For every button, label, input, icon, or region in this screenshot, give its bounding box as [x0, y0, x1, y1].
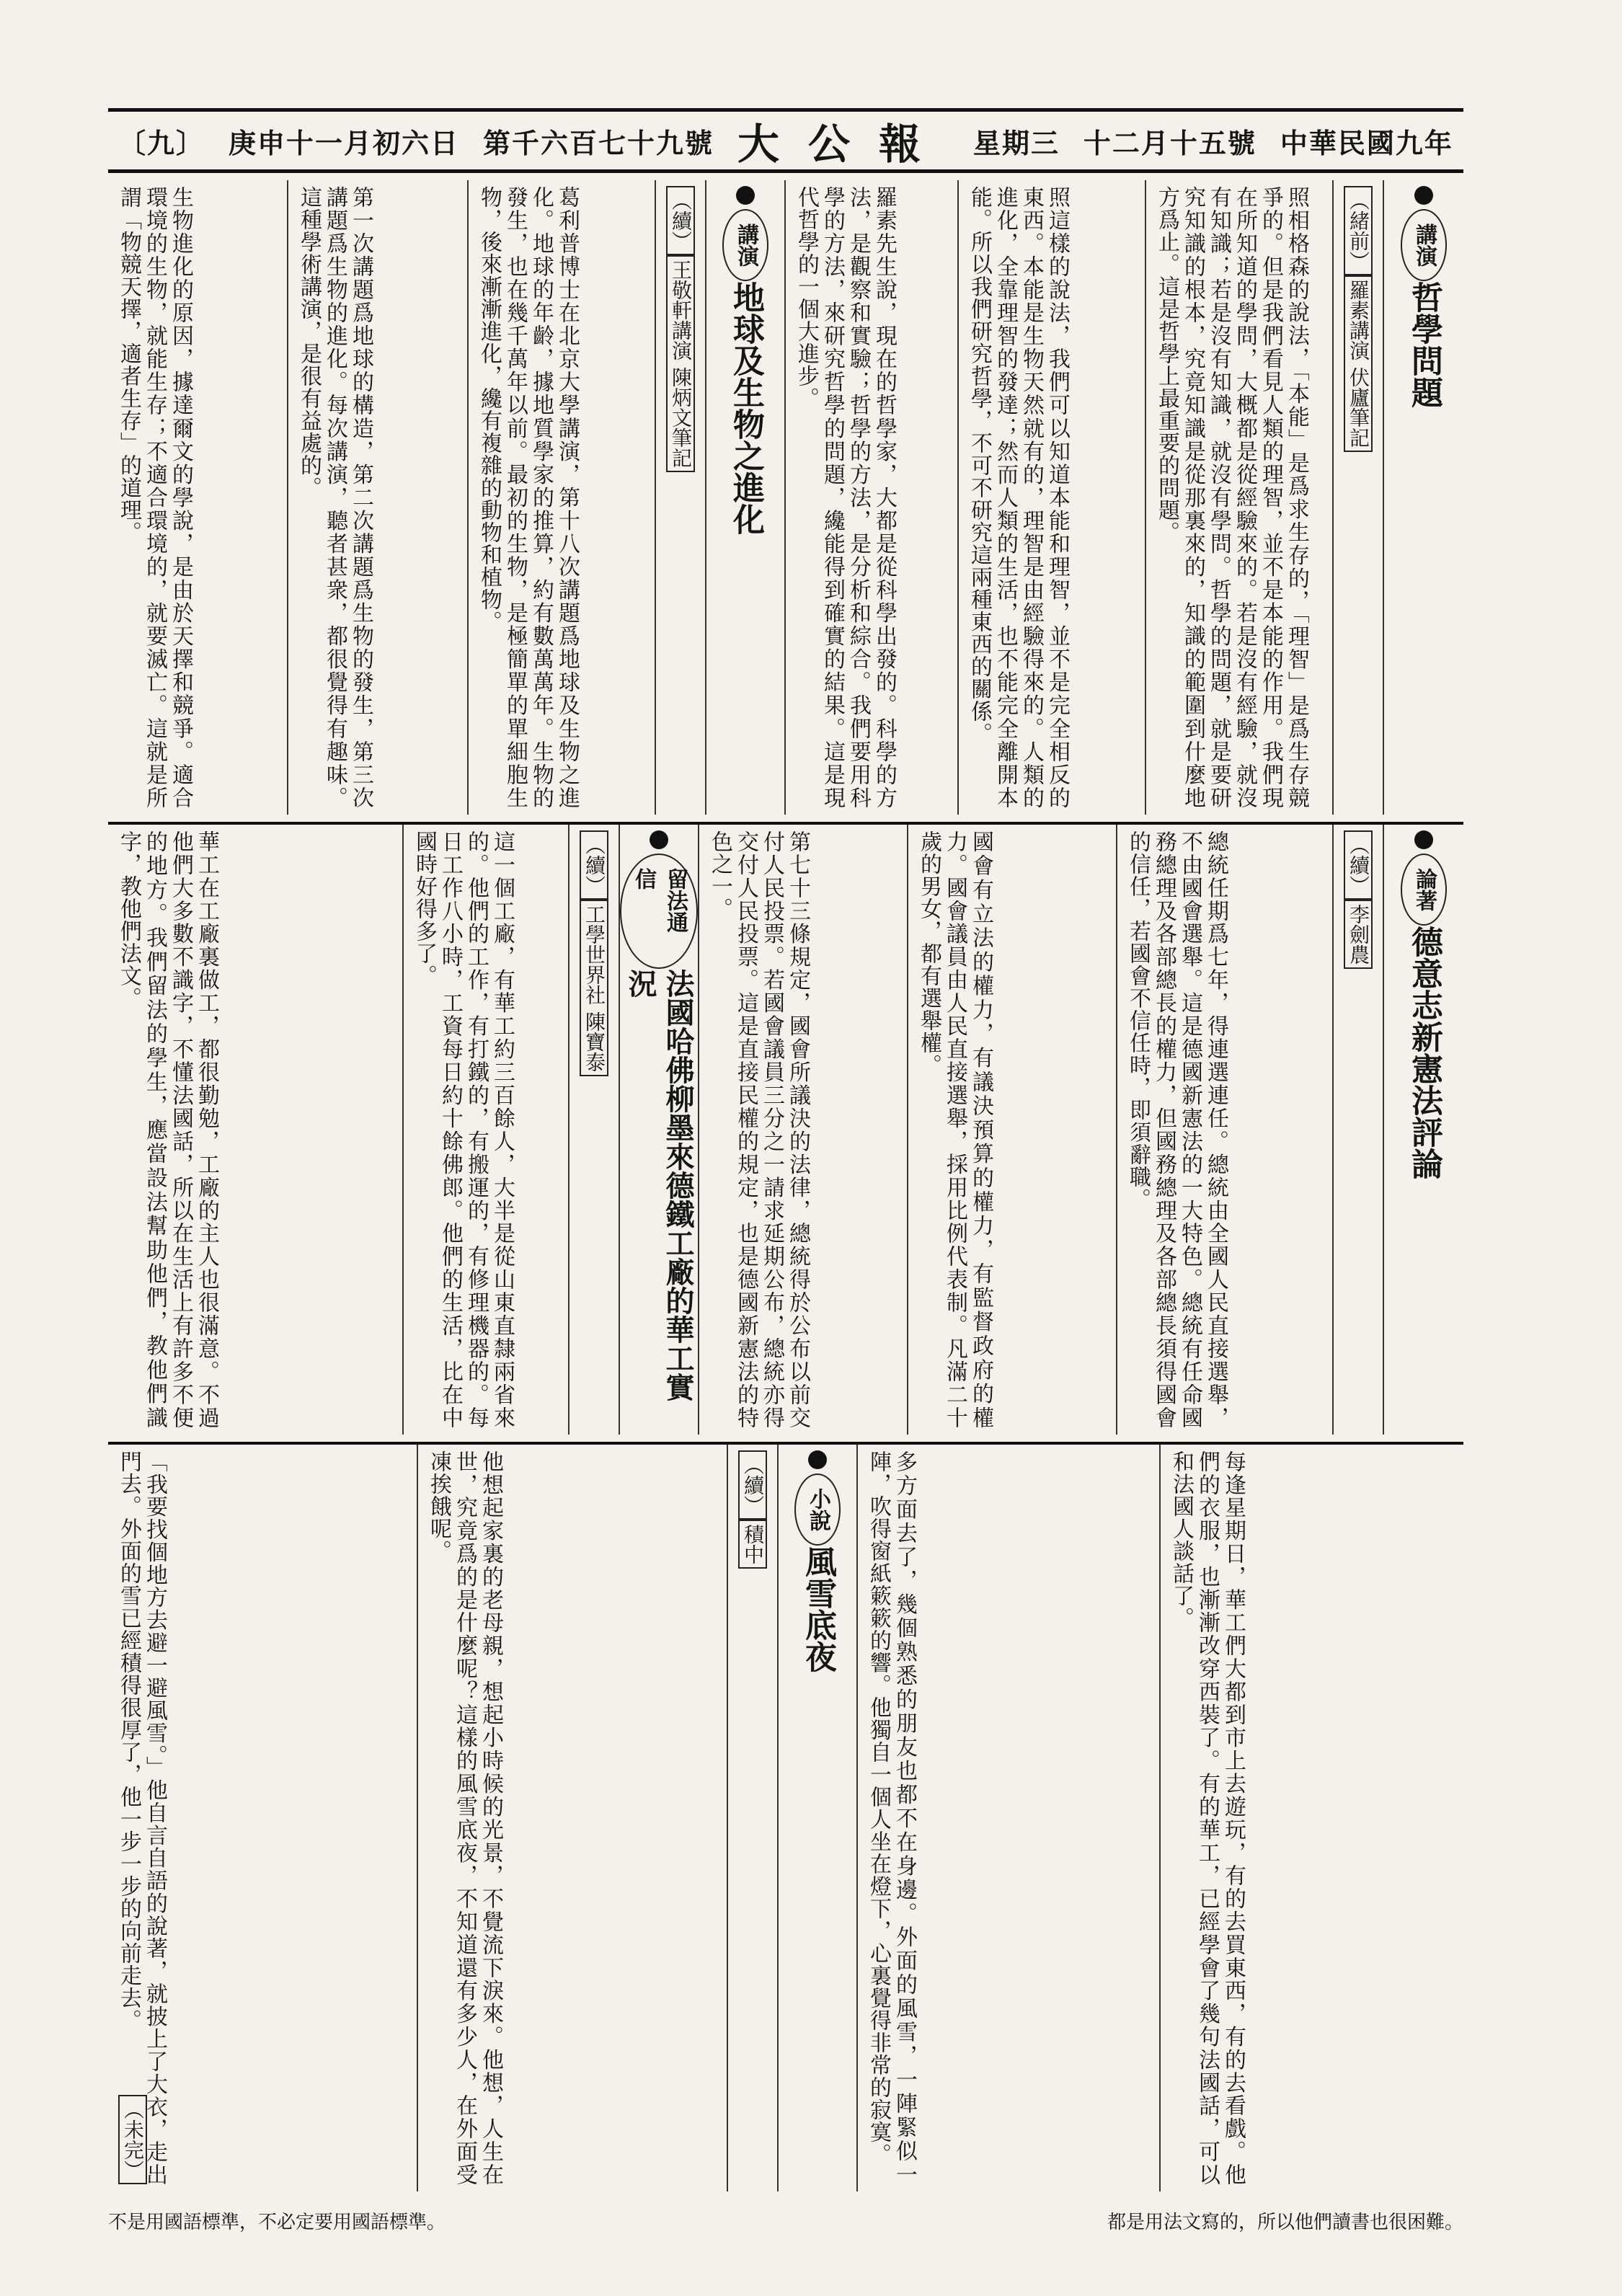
- masthead: [108, 108, 1463, 173]
- lunar-date: 庚申十一月初六日: [228, 126, 459, 159]
- snow-byline: [728, 1445, 779, 2191]
- earth-body-1: [469, 180, 656, 815]
- footer-strip: [108, 2199, 1463, 2242]
- article-attribution: 李劍農: [1344, 900, 1373, 969]
- constitution-header: [1384, 825, 1463, 1435]
- band-top: [108, 180, 1463, 815]
- snow-body-2: [418, 1445, 728, 2191]
- philosophy-header: [1384, 180, 1463, 815]
- band-middle: [108, 822, 1463, 1435]
- article-text: 第七十三條規定，國會所議決的法律，總統得於公布以前交付人民投票。若國會議員三分之一請求延期公布，總統亦得交付人民投票。這是直接民權的規定，也是德國新憲法的特色之一。: [707, 830, 810, 1429]
- page-number: 〔九〕: [118, 126, 205, 159]
- end-mark: （未完）: [118, 2095, 147, 2184]
- article-title: 法國哈佛柳墨來德鐵工廠的華工實況: [624, 968, 695, 1401]
- bullet-icon: [1414, 830, 1433, 849]
- philosophy-body-2: [959, 180, 1146, 815]
- article-attribution: 羅素講演 伏廬筆記: [1344, 275, 1373, 452]
- article-text: 國會有立法的權力，有議決預算的權力，有監督政府的權力。國會議員由人民直接選舉，採用比例代表制。凡滿二十歲的男女，都有選舉權。: [916, 830, 993, 1429]
- footer-right-text: 都是用法文寫的，所以他們讀書也很困難。: [1107, 2211, 1463, 2233]
- bullet-icon: [808, 1450, 827, 1469]
- constitution-body-2: [908, 825, 1117, 1435]
- section-tag: 講演: [1401, 209, 1447, 281]
- france-body-3: [1161, 1445, 1463, 2191]
- article-text: 這一個工廠，有華工約三百餘人，大半是從山東直隸兩省來的。他們的工作，有打鐵的，有搬運的，有修理機器的。每日工作八小時，工資每日約十餘佛郎。他們的生活，比在中國時好得多了。: [412, 830, 515, 1429]
- article-text: 總統任期爲七年，得連選連任。總統由全國人民直接選舉，不由國會選舉。這是德國新憲法的一大特色。總統有任命國務總理及各部總長的權力，但國務總理及各部總長須得國會的信任，若國會不信任時，即須辭職。: [1125, 830, 1228, 1429]
- article-attribution: 工學世界社 陳寶泰: [580, 900, 608, 1076]
- france-body-2: [108, 825, 404, 1435]
- article-subtitle: （緒前）: [1344, 186, 1373, 275]
- article-text: 照相格森的說法，「本能」是爲求生存的，「理智」是爲生存競爭的。但是我們看見人類的理智，並不是本能的作用。我們現在所知道的學問，大概都是從經驗來的。若是沒有經驗，就沒有知識；若是沒有知識，就沒有學問。哲學的問題，就是要研究知識的根本，究竟知識是從那裏來的，知識的範圍到什麼地方爲止。這是哲學上最重要的問題。: [1154, 186, 1309, 809]
- earth-header: [706, 180, 786, 815]
- date: 十二月十五號: [1083, 126, 1257, 159]
- republic-date: 中華民國九年: [1280, 126, 1453, 159]
- philosophy-body-1: [1146, 180, 1334, 815]
- france-header: [620, 825, 699, 1435]
- constitution-body-3: [699, 825, 908, 1435]
- france-body-1: [404, 825, 570, 1435]
- earth-byline: [656, 180, 706, 815]
- article-attribution: 積中: [738, 1520, 767, 1569]
- article-text: 生物進化的原因，據達爾文的學說，是由於天擇和競爭。適合環境的生物，就能生存；不適合環境的，就要滅亡。這就是所謂「物競天擇，適者生存」的道理。: [116, 186, 193, 809]
- article-text: 葛利普博士在北京大學講演，第十八次講題爲地球及生物之進化。地球的年齡，據地質學家的推算，約有數萬萬年。生物的發生，也在幾千萬年以前。最初的生物，是極簡單的單細胞生物，後來漸漸進化，纔有複雜的動物和植物。: [477, 186, 580, 809]
- article-text: 華工在工廠裏做工，都很勤勉，工廠的主人也很滿意。不過他們大多數不識字，不懂法國話，所以在生活上有許多不便的地方。我們留法的學生，應當設法幫助他們，教他們識字，教他們法文。: [116, 830, 219, 1429]
- article-text: 多方面去了，幾個熟悉的朋友也都不在身邊。外面的風雪，一陣緊似一陣，吹得窗紙簌簌的響。他獨自一個人坐在燈下，心裏覺得非常的寂寞。: [866, 1450, 917, 2186]
- philosophy-byline: [1334, 180, 1384, 815]
- article-title: 哲學問題: [1406, 281, 1442, 408]
- article-title: 地球及生物之進化: [727, 281, 764, 535]
- france-byline: [570, 825, 620, 1435]
- article-subtitle: （續）: [1344, 830, 1373, 900]
- weekday: 星期三: [972, 126, 1060, 159]
- article-text: 第一次講題爲地球的構造，第二次講題爲生物的發生，第三次講題爲生物的進化。每次講演，聽者甚衆，都很覺得有趣味。這種學術講演，是很有益處的。: [296, 186, 373, 809]
- earth-body-3: [108, 180, 288, 815]
- bullet-icon: [1414, 186, 1433, 205]
- paper-name: 大公報: [737, 120, 949, 169]
- band-bottom: [108, 1442, 1463, 2191]
- article-title: 風雪底夜: [799, 1546, 836, 1672]
- footer-left-text: 不是用國語標準，不必定要用國語標準。: [108, 2211, 446, 2233]
- section-tag: 論著: [1401, 854, 1447, 926]
- snow-body-1: [858, 1445, 1161, 2191]
- snow-body-3: [108, 1445, 418, 2191]
- section-tag: 小說: [794, 1473, 841, 1546]
- article-text: 羅素先生說，現在的哲學家，大都是從科學出發的。科學的方法，是觀察和實驗；哲學的方法，是分析和綜合。我們要用科學的方法，來研究哲學的問題，纔能得到確實的結果。這是現代哲學的一個大進步。: [794, 186, 897, 809]
- earth-body-2: [288, 180, 469, 815]
- snow-header: [779, 1445, 858, 2191]
- constitution-body-1: [1117, 825, 1334, 1435]
- philosophy-body-3: [786, 180, 959, 815]
- article-subtitle: （續）: [580, 830, 608, 900]
- section-tag: 留法通信: [620, 854, 698, 969]
- article-text: 每逢星期日，華工們大都到市上去遊玩，有的去買東西，有的去看戲。他們的衣服，也漸漸改穿西裝了。有的華工，已經學會了幾句法國話，可以和法國人談話了。: [1169, 1450, 1246, 2186]
- constitution-byline: [1334, 825, 1384, 1435]
- bullet-icon: [736, 186, 755, 205]
- article-text: 「我要找個地方去避一避風雪。」他自言自語的說著，就披上了大衣，走出門去。外面的雪已經積得很厚了，他一步一步的向前走去。: [116, 1450, 167, 2186]
- issue-number: 第千六百七十九號: [482, 126, 714, 159]
- article-text: 他想起家裏的老母親，想起小時候的光景，不覺流下淚來。他想，人生在世，究竟爲的是什麼呢？這樣的風雪底夜，不知道還有多少人，在外面受凍挨餓呢。: [426, 1450, 503, 2186]
- article-subtitle: （續）: [666, 186, 695, 255]
- article-text: 照這樣的說法，我們可以知道本能和理智，並不是完全相反的東西。本能是生物天然就有的，理智是由經驗得來的。人類的進化，全靠理智的發達；然而人類的生活，也不能完全離開本能。所以我們研究哲學，不可不研究這兩種東西的關係。: [967, 186, 1070, 809]
- article-attribution: 王敬軒講演 陳炳文筆記: [666, 255, 695, 472]
- section-tag: 講演: [722, 209, 768, 281]
- article-title: 德意志新憲法評論: [1406, 926, 1442, 1179]
- article-subtitle: （續）: [738, 1450, 767, 1520]
- bullet-icon: [650, 830, 668, 849]
